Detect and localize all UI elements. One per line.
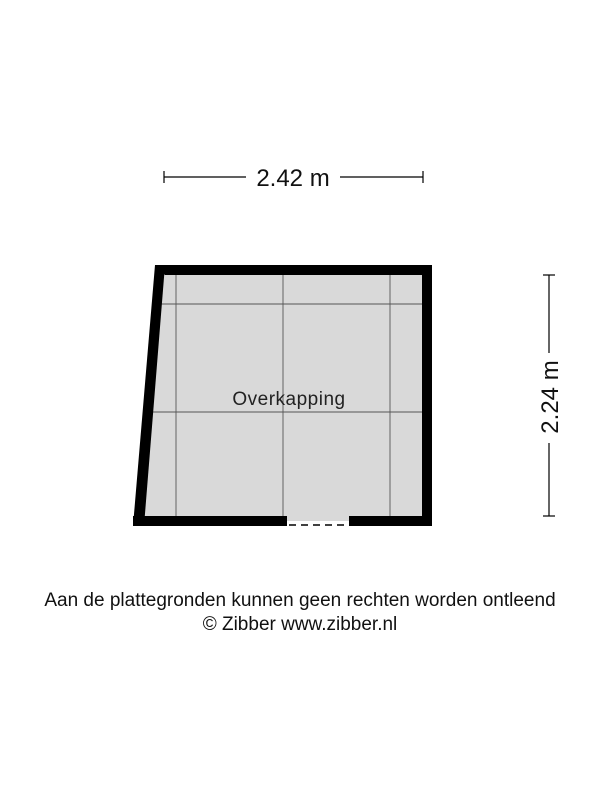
disclaimer-text: Aan de plattegronden kunnen geen rechten worden ontleend: [44, 590, 556, 611]
width-dimension: [164, 165, 423, 192]
height-dimension: [537, 275, 564, 516]
copyright-text: © Zibber www.zibber.nl: [202, 614, 398, 635]
height-dimension-label: 2.24 m: [537, 360, 564, 434]
width-dimension-label: 2.42 m: [256, 165, 330, 192]
room-label: Overkapping: [232, 389, 346, 410]
